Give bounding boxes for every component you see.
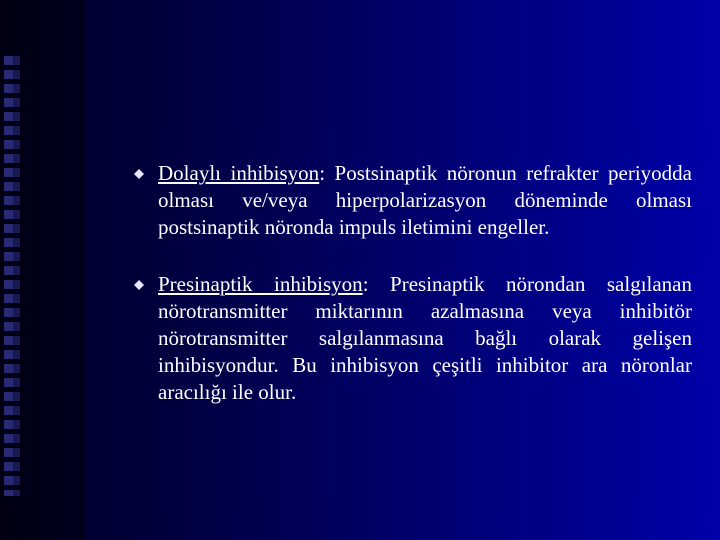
definition-indirect-inhibition: : Postsinaptik nöronun refrakter periyodda olması ve/veya hiperpolarizasyon döneminde olması postsinaptik nöronda impuls iletimini engeller. [158, 161, 692, 239]
bullet-item-indirect-inhibition [128, 160, 692, 241]
diamond-bullet-icon [134, 169, 144, 179]
slide-content [128, 160, 692, 436]
definition-presynaptic-inhibition: : Presinaptik nörondan salgılanan nörotransmitter miktarının azalmasına veya inhibitör nörotransmitter salgılanmasına bağlı olarak gelişen inhibisyondur. Bu inhibisyon çeşitli inhibitor ara nöronlar aracılığı ile olur. [158, 272, 692, 404]
bullet-item-presynaptic-inhibition [128, 271, 692, 406]
diamond-bullet-icon [134, 280, 144, 290]
term-presynaptic-inhibition: Presinaptik inhibisyon [158, 272, 363, 296]
term-indirect-inhibition: Dolaylı inhibisyon [158, 161, 320, 185]
left-decorative-strip [0, 0, 86, 540]
decorative-squares [4, 56, 20, 496]
